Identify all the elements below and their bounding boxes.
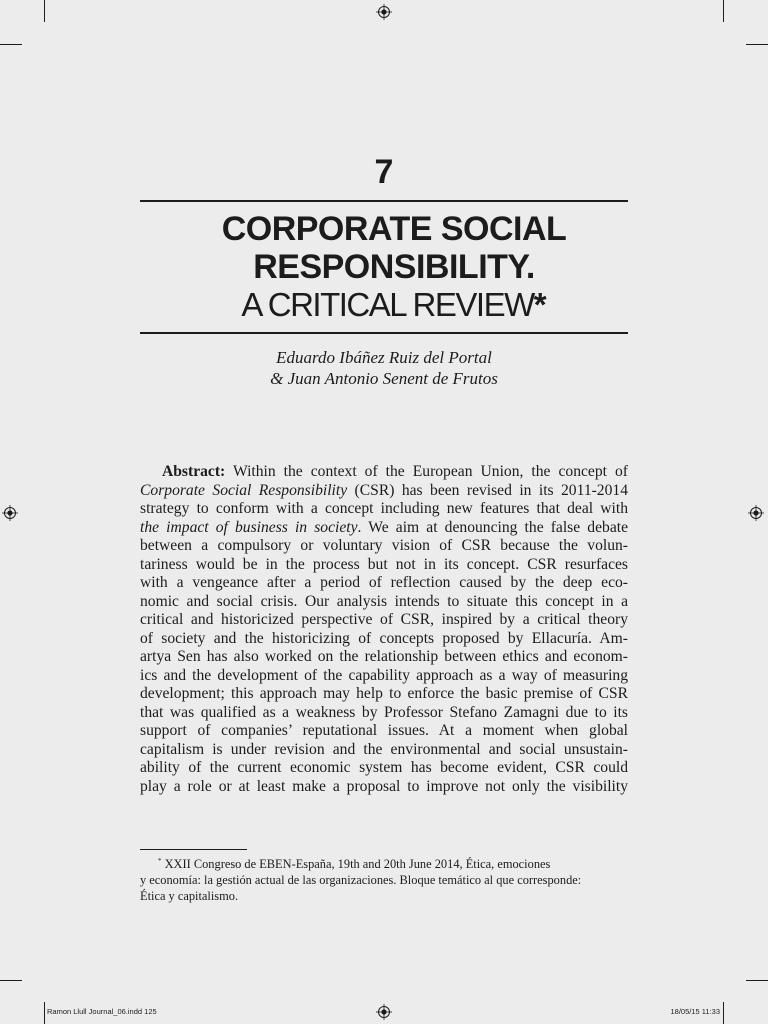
title-line-2: RESPONSIBILITY.	[253, 248, 535, 286]
author-line-2: & Juan Antonio Senent de Frutos	[270, 369, 498, 388]
footnote	[140, 853, 628, 904]
registration-mark-icon	[376, 4, 392, 20]
authors	[140, 347, 628, 389]
abstract-label: Abstract:	[162, 463, 226, 480]
abstract-line: the impact of business in society. We aim at denouncing the false debate	[140, 518, 628, 536]
top-rule	[140, 200, 628, 202]
subtitle	[160, 286, 628, 324]
crop-mark	[746, 44, 768, 45]
abstract-line: that was qualified as a weakness by Professor Stefano Zamagni due to its	[140, 703, 628, 721]
crop-mark	[723, 0, 724, 22]
abstract-line: ics and the development of the capability approach as a way of measuring	[140, 666, 628, 684]
crop-mark	[0, 44, 22, 45]
registration-mark-icon	[2, 505, 18, 521]
abstract	[140, 463, 628, 796]
abstract-line: artya Sen has also worked on the relationship between ethics and econom-	[140, 648, 628, 665]
registration-mark-icon	[748, 505, 764, 521]
footnote-line: y economía: la gestión actual de las organizaciones. Bloque temático al que corresponde:	[140, 873, 582, 887]
chapter-number: 7	[374, 153, 394, 191]
crop-mark	[723, 1002, 724, 1024]
footnote-rule	[140, 849, 247, 850]
footnote-mark: *	[158, 857, 162, 865]
bottom-rule	[140, 332, 628, 334]
abstract-line: with a vengeance after a period of reflection caused by the deep eco-	[140, 574, 628, 591]
abstract-line: play a role or at least make a proposal to improve not only the visibility	[140, 777, 628, 795]
author-line-1: Eduardo Ibáñez Ruiz del Portal	[276, 348, 492, 367]
abstract-line: ability of the current economic system has become evident, CSR could	[140, 759, 628, 776]
title-line-1: CORPORATE SOCIAL	[221, 210, 567, 248]
abstract-line: Abstract: Within the context of the European Union, the concept of	[162, 463, 628, 480]
abstract-line: strategy to conform with a concept including new features that deal with	[140, 500, 628, 517]
abstract-line: development; this approach may help to enforce the basic premise of CSR	[140, 685, 628, 702]
abstract-line: capitalism is under revision and the environmental and social unsustain-	[140, 740, 628, 758]
abstract-line: support of companies’ reputational issues. At a moment when global	[140, 722, 628, 739]
abstract-line: critical and historicized perspective of CSR, inspired by a critical theory	[140, 611, 628, 628]
title-footnote-mark: *	[533, 286, 547, 323]
slug-filename: Ramon Llull Journal_06.indd 125	[47, 1007, 157, 1016]
abstract-line: nomic and social crisis. Our analysis intends to situate this concept in a	[140, 592, 628, 610]
slug-datetime: 18/05/15 11:33	[670, 1007, 720, 1016]
crop-mark	[746, 980, 768, 981]
subtitle-text: A CRITICAL REVIEW	[241, 286, 534, 323]
registration-mark-icon	[376, 1004, 392, 1020]
abstract-line: of society and the historicizing of concepts proposed by Ellacuría. Am-	[140, 629, 628, 647]
crop-mark	[0, 980, 22, 981]
chapter-title	[160, 210, 628, 324]
crop-mark	[44, 0, 45, 22]
abstract-line: Corporate Social Responsibility (CSR) has been revised in its 2011-2014	[140, 481, 628, 499]
abstract-line: tariness would be in the process but not in its concept. CSR resurfaces	[140, 555, 628, 573]
footnote-line: Ética y capitalismo.	[140, 889, 239, 903]
crop-mark	[44, 1002, 45, 1024]
abstract-line: between a compulsory or voluntary vision of CSR because the volun-	[140, 537, 628, 554]
footnote-line: * XXII Congreso de EBEN-España, 19th and 20th June 2014, Ética, emociones	[158, 857, 551, 871]
